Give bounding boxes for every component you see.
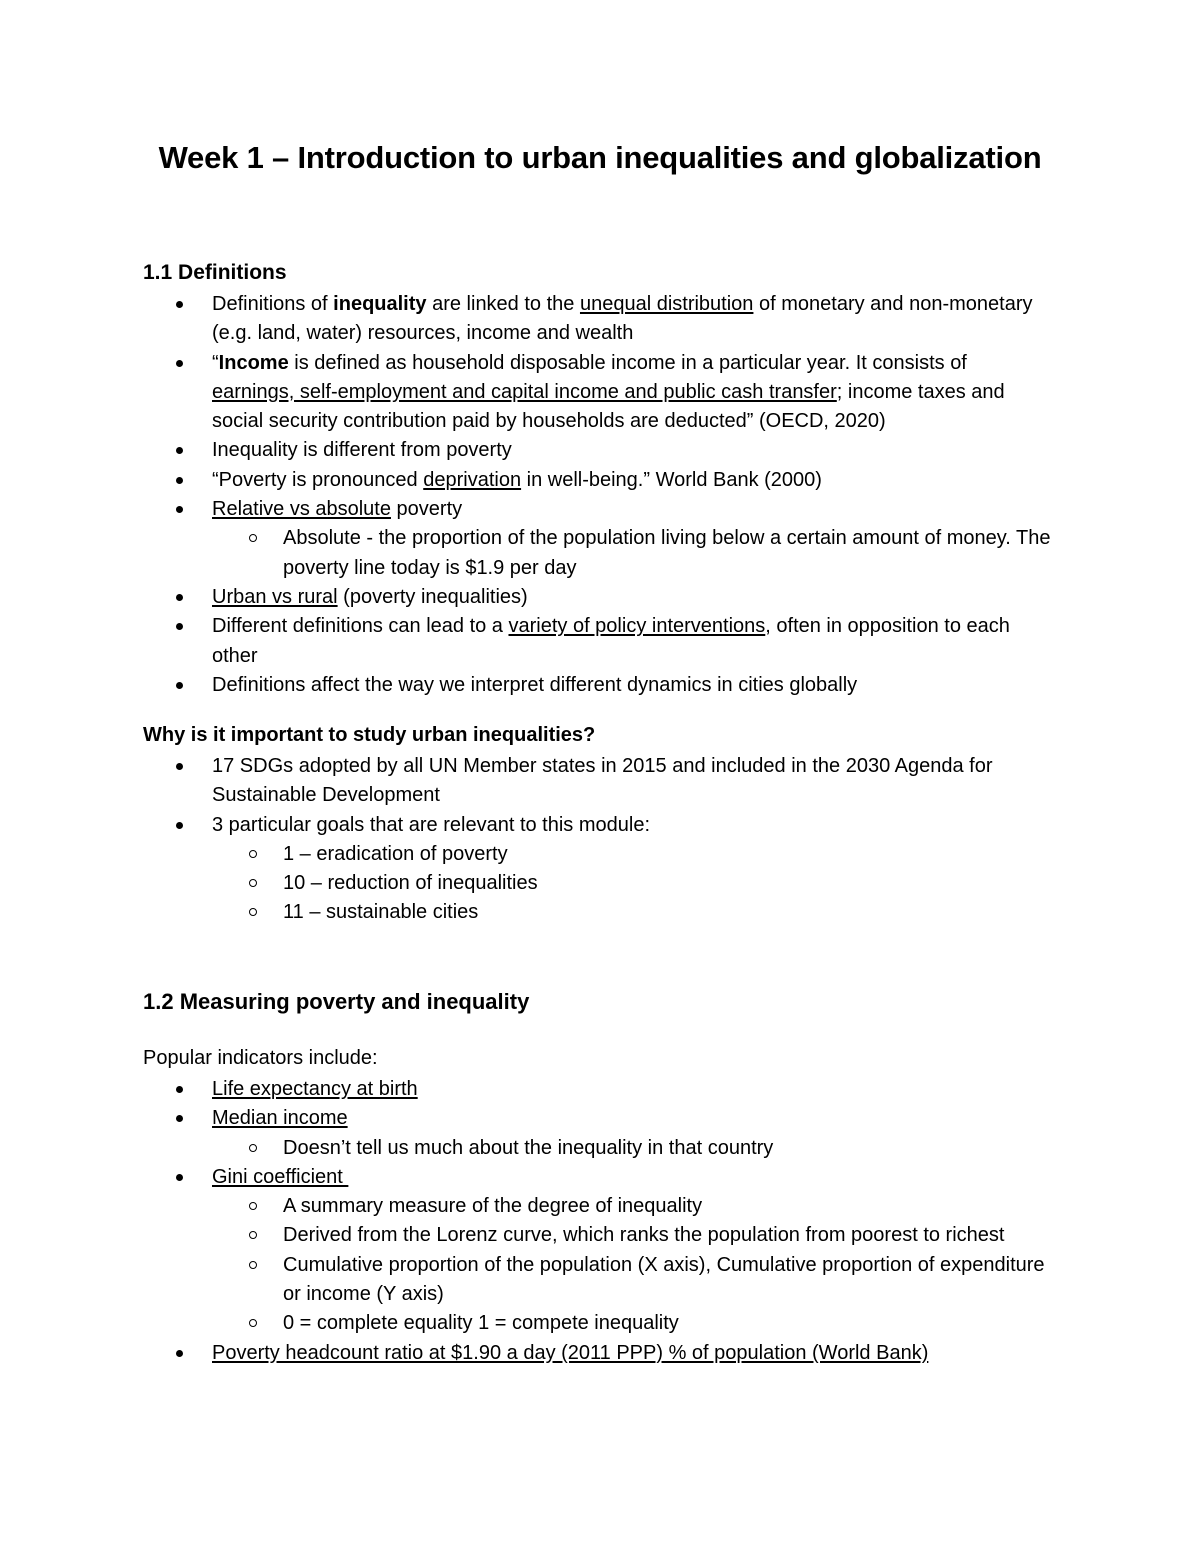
definitions-list — [143, 290, 1053, 700]
list-item: Definitions of inequality are linked to the unequal distribution of monetary and non-monetary (e.g. land, water) resources, income and wealth — [143, 290, 1053, 349]
list-item: Different definitions can lead to a variety of policy interventions, often in opposition to each other — [143, 612, 1053, 671]
goal-item: 10 – reduction of inequalities — [212, 869, 1053, 898]
list-item: 17 SDGs adopted by all UN Member states in 2015 and included in the 2030 Agenda for Sustainable Development — [143, 752, 1053, 811]
list-item: Definitions affect the way we interpret different dynamics in cities globally — [143, 671, 1053, 700]
goals-list — [212, 840, 1053, 928]
list-item: “Income is defined as household disposable income in a particular year. It consists of earnings, self-employment and capital income and public cash transfer; income taxes and social security contribution paid by households are deducted” (OECD, 2020) — [143, 349, 1053, 437]
page-title: Week 1 – Introduction to urban inequalities and globalization — [158, 140, 1042, 175]
why-heading: Why is it important to study urban inequalities? — [143, 724, 596, 746]
list-item: 3 particular goals that are relevant to this module: 1 – eradication of poverty 10 – reduction of inequalities 11 – sustainable cities — [143, 811, 1053, 928]
list-item: Life expectancy at birth — [143, 1075, 1053, 1104]
sub-list-item: Absolute - the proportion of the population living below a certain amount of money. The poverty line today is $1.9 per day — [212, 524, 1053, 583]
indicators-list — [143, 1075, 1053, 1368]
goal-item: 1 – eradication of poverty — [212, 840, 1053, 869]
list-item: Poverty headcount ratio at $1.90 a day (2011 PPP) % of population (World Bank) — [143, 1339, 1053, 1368]
sub-list-item: Doesn’t tell us much about the inequality in that country — [212, 1134, 1053, 1163]
list-item: Gini coefficient A summary measure of the degree of inequality Derived from the Lorenz curve, which ranks the population from poorest to richest Cumulative proportion of the population (X axis), Cumulative proportion of expenditure or income (Y axis) 0 = complete equality 1 = compete inequality — [143, 1163, 1053, 1339]
list-item: Relative vs absolute poverty Absolute - the proportion of the population living below a certain amount of money. The poverty line today is $1.9 per day — [143, 495, 1053, 583]
section-heading-measuring: 1.2 Measuring poverty and inequality — [143, 989, 530, 1014]
goal-item: 11 – sustainable cities — [212, 898, 1053, 927]
list-item: Urban vs rural (poverty inequalities) — [143, 583, 1053, 612]
sub-list — [212, 1192, 1053, 1338]
sub-list-item: Cumulative proportion of the population (X axis), Cumulative proportion of expenditure or income (Y axis) — [212, 1251, 1053, 1310]
sub-list-item: 0 = complete equality 1 = compete inequality — [212, 1309, 1053, 1338]
sub-list — [212, 524, 1053, 583]
sub-list-item: Derived from the Lorenz curve, which ranks the population from poorest to richest — [212, 1221, 1053, 1250]
sub-list-item: A summary measure of the degree of inequality — [212, 1192, 1053, 1221]
list-item: Inequality is different from poverty — [143, 436, 1053, 465]
section-heading-definitions: 1.1 Definitions — [143, 261, 287, 284]
why-list — [143, 752, 1053, 928]
list-item: Median income Doesn’t tell us much about the inequality in that country — [143, 1104, 1053, 1163]
indicators-intro: Popular indicators include: — [143, 1047, 378, 1069]
list-item: “Poverty is pronounced deprivation in well-being.” World Bank (2000) — [143, 466, 1053, 495]
sub-list — [212, 1134, 1053, 1163]
